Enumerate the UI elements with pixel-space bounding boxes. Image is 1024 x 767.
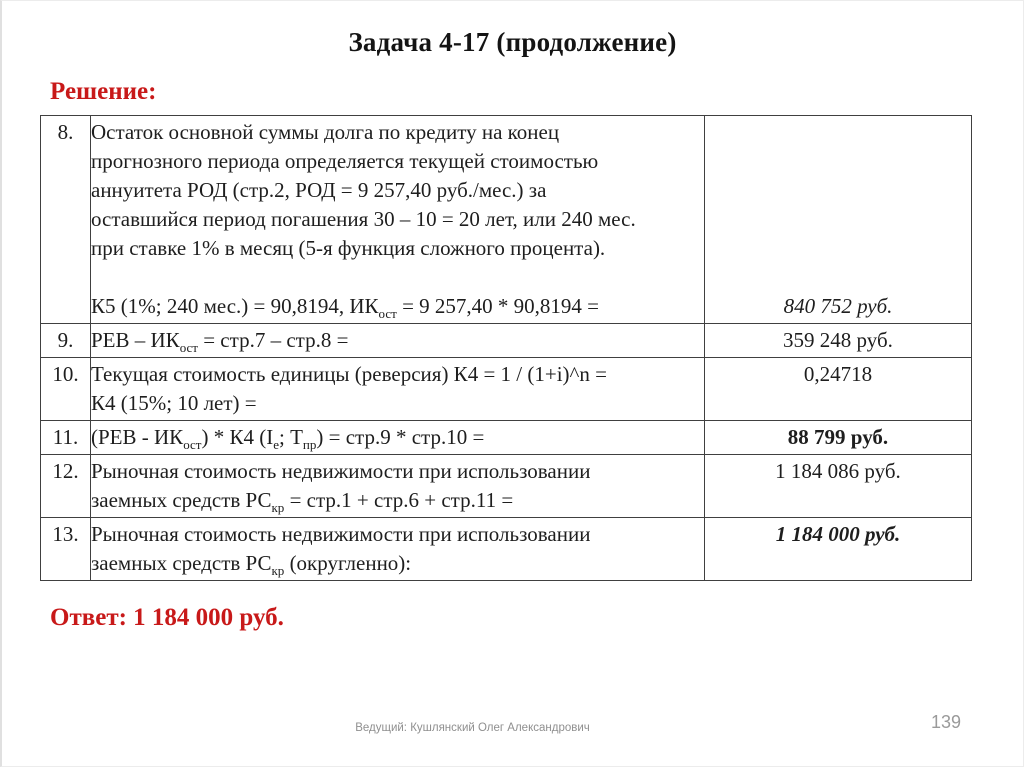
solution-label: Решение: <box>50 78 157 105</box>
description-line: прогнозного периода определяется текущей стоимостью <box>91 149 599 173</box>
row-description-cell <box>91 116 705 324</box>
description-line: К5 (1%; 240 мес.) = 90,8194, $ИК_{ост} = 9$ 257,40 * 90,8194 = <box>91 294 600 322</box>
answer-text: Ответ: 1 184 000 руб. <box>50 604 284 631</box>
table-row <box>41 358 972 421</box>
row-number-cell: 9. <box>41 324 91 358</box>
table-row <box>41 116 972 324</box>
page-title: Задача 4-17 (продолжение) <box>348 27 677 57</box>
table-row <box>41 324 972 358</box>
calculation-table-body <box>41 116 972 581</box>
description-line: Текущая стоимость единицы (реверсия) К4 = 1 / (1+i)^n = <box>91 362 607 386</box>
description-line: РЕВ – $ИК_{ост} = стр.7 - стр.8$ = <box>91 328 349 356</box>
table-row <box>41 421 972 455</box>
row-description-cell <box>91 455 705 518</box>
row-number-cell: 11. <box>41 421 91 455</box>
description-line <box>91 263 704 292</box>
description-line: оставшийся период погашения 30 – 10 = 20 лет, или 240 мес. <box>91 207 636 231</box>
row-number-cell: 12. <box>41 455 91 518</box>
row-description-cell <box>91 518 705 581</box>
footer-page-number: 139 <box>930 712 961 732</box>
row-description-cell <box>91 324 705 358</box>
description-line: Рыночная стоимость недвижимости при использовании <box>91 459 591 483</box>
row-description-cell <box>91 421 705 455</box>
row-number-cell: 10. <box>41 358 91 421</box>
description-line: Рыночная стоимость недвижимости при использовании <box>91 522 591 546</box>
description-line: заемных средств $РС_{кр} = стр.1 + стр.6 + стр.11$ = <box>91 488 514 516</box>
row-value-cell: 1 184 086 руб. <box>705 455 972 518</box>
description-line: Остаток основной суммы долга по кредиту на конец <box>91 120 560 144</box>
row-value-cell: 0,24718 <box>705 358 972 421</box>
row-value-cell: 359 248 руб. <box>705 324 972 358</box>
description-line: заемных средств $РС_{кр}$ (округленно): <box>91 551 412 579</box>
table-row <box>41 455 972 518</box>
row-number-cell: 8. <box>41 116 91 324</box>
row-value-cell: 88 799 руб. <box>705 421 972 455</box>
description-line: $(РЕВ - ИК_{ост}) * К4$ ($I_e$; $Т_{пр}) = стр.9 * стр.10$ = <box>91 425 485 453</box>
table-row <box>41 518 972 581</box>
description-line: аннуитета РОД (стр.2, РОД = 9 257,40 руб./мес.) за <box>91 178 547 202</box>
footer-presenter: Ведущий: Кушлянский Олег Александрович <box>355 722 590 734</box>
row-value-cell: 840 752 руб. <box>705 116 972 324</box>
description-line: К4 (15%; 10 лет) = <box>91 391 257 415</box>
row-value-cell: 1 184 000 руб. <box>705 518 972 581</box>
row-number-cell: 13. <box>41 518 91 581</box>
description-line: при ставке 1% в месяц (5-я функция сложного процента). <box>91 236 606 260</box>
calculation-table <box>40 115 972 581</box>
row-description-cell <box>91 358 705 421</box>
